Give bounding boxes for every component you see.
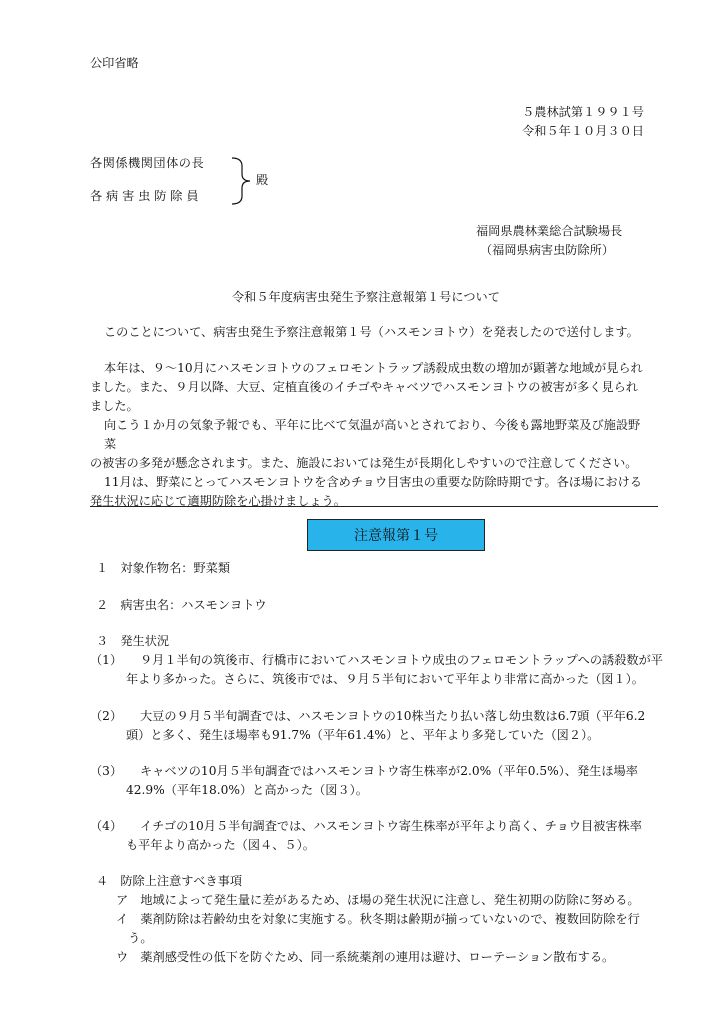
section-3-heading: ３ 発生状況 (96, 634, 170, 648)
document-date: 令和５年１０月３０日 (522, 124, 644, 138)
section-2-pest-name: ２ 病害虫名：ハスモンヨトウ (96, 598, 267, 612)
notice-title: 注意報第１号 (354, 528, 438, 544)
subject-line: 令和５年度病害虫発生予察注意報第１号について (232, 290, 500, 304)
status-item-4-line2: も平年より高かった（図４、５）。 (126, 838, 315, 852)
status-item-2 (90, 707, 660, 745)
section-1-target-crop: １ 対象作物名：野菜類 (96, 561, 231, 575)
summary-paragraphs (90, 359, 650, 511)
summary-p1-line1: 本年は、９～10月にハスモンヨトウのフェロモントラップ誘殺成虫数の増加が顕著な地域が見られ (104, 361, 643, 375)
status-item-3 (90, 762, 660, 800)
status-item-4 (90, 817, 660, 855)
summary-p3-line1: 11月は、野菜にとってハスモンヨトウを含めチョウ目害虫の重要な防除時期です。各ほ場における (104, 475, 642, 489)
status-item-1 (90, 651, 663, 689)
intro-sentence: このことについて、病害虫発生予察注意報第１号（ハスモンヨトウ）を発表したので送付します。 (104, 325, 639, 339)
status-item-1-number: （1） (90, 653, 123, 667)
status-item-3-line2: 42.9%（平年18.0%）と高かった（図３）。 (126, 783, 368, 797)
status-item-3-line1: キャベツの10月５半旬調査ではハスモンヨトウ寄生株率が2.0%（平年0.5%）、発生ほ場率 (140, 764, 638, 778)
section-divider (90, 506, 658, 507)
summary-p2-line2: の被害の多発が懸念されます。また、施設においては発生が長期化しやすいので注意してください。 (90, 456, 638, 470)
control-note-u: ウ 薬剤感受性の低下を防ぐため、同一系統薬剤の連用は避け、ローテーション散布する。 (116, 950, 615, 964)
notice-title-box (307, 519, 485, 551)
status-item-2-line2: 頭）と多く、発生ほ場率も91.7%（平年61.4%）と、平年より多発していた（図２）。 (126, 728, 600, 742)
seal-omitted-note: 公印省略 (90, 56, 139, 70)
control-note-a: ア 地域によって発生量に差があるため、ほ場の発生状況に注意し、発生初期の防除に努める。 (116, 893, 640, 907)
control-note-i-line1: イ 薬剤防除は若齢幼虫を対象に実施する。秋冬期は齢期が揃っていないので、複数回防除を行 (116, 912, 640, 926)
addressee-line-1: 各関係機関団体の長 (90, 156, 205, 170)
status-item-2-number: （2） (90, 709, 123, 723)
status-item-3-number: （3） (90, 764, 123, 778)
status-item-2-line1: 大豆の９月５半旬調査では、ハスモンヨトウの10株当たり払い落し幼虫数は6.7頭（平年6.2 (140, 709, 646, 723)
status-item-1-line2: 年より多かった。さらに、筑後市では、９月５半旬において平年より非常に高かった（図１）。 (126, 672, 644, 686)
document-number: ５農林試第１９９１号 (522, 105, 644, 119)
curly-brace-icon (228, 156, 254, 206)
summary-p1-line2: ました。また、９月以降、大豆、定植直後のイチゴやキャベツでハスモンヨトウの被害が多く見られ (90, 380, 638, 394)
status-item-4-line1: イチゴの10月５半旬調査では、ハスモンヨトウ寄生株率が平年より高く、チョウ目被害株率 (140, 819, 642, 833)
status-item-4-number: （4） (90, 819, 123, 833)
control-notes (116, 891, 666, 967)
summary-p1-line3: ました。 (90, 399, 139, 413)
honorific: 殿 (256, 173, 269, 187)
status-item-1-line1: ９月１半旬の筑後市、行橋市においてハスモンヨトウ成虫のフェロモントラップへの誘殺数が平 (140, 653, 663, 667)
summary-p3-line2: 発生状況に応じて適期防除を心掛けましょう。 (90, 494, 346, 508)
sender-title: 福岡県農林業総合試験場長 (476, 224, 623, 238)
control-note-i-line2: う。 (116, 931, 153, 945)
summary-p2-line1: 向こう１か月の気象予報でも、平年に比べて気温が高いとされており、今後も露地野菜及び施設野菜 (104, 418, 641, 451)
section-4-heading: ４ 防除上注意すべき事項 (96, 874, 243, 888)
addressee-line-2: 各 病 害 虫 防 除 員 (90, 189, 199, 203)
sender-office: （福岡県病害虫防除所） (480, 243, 615, 257)
